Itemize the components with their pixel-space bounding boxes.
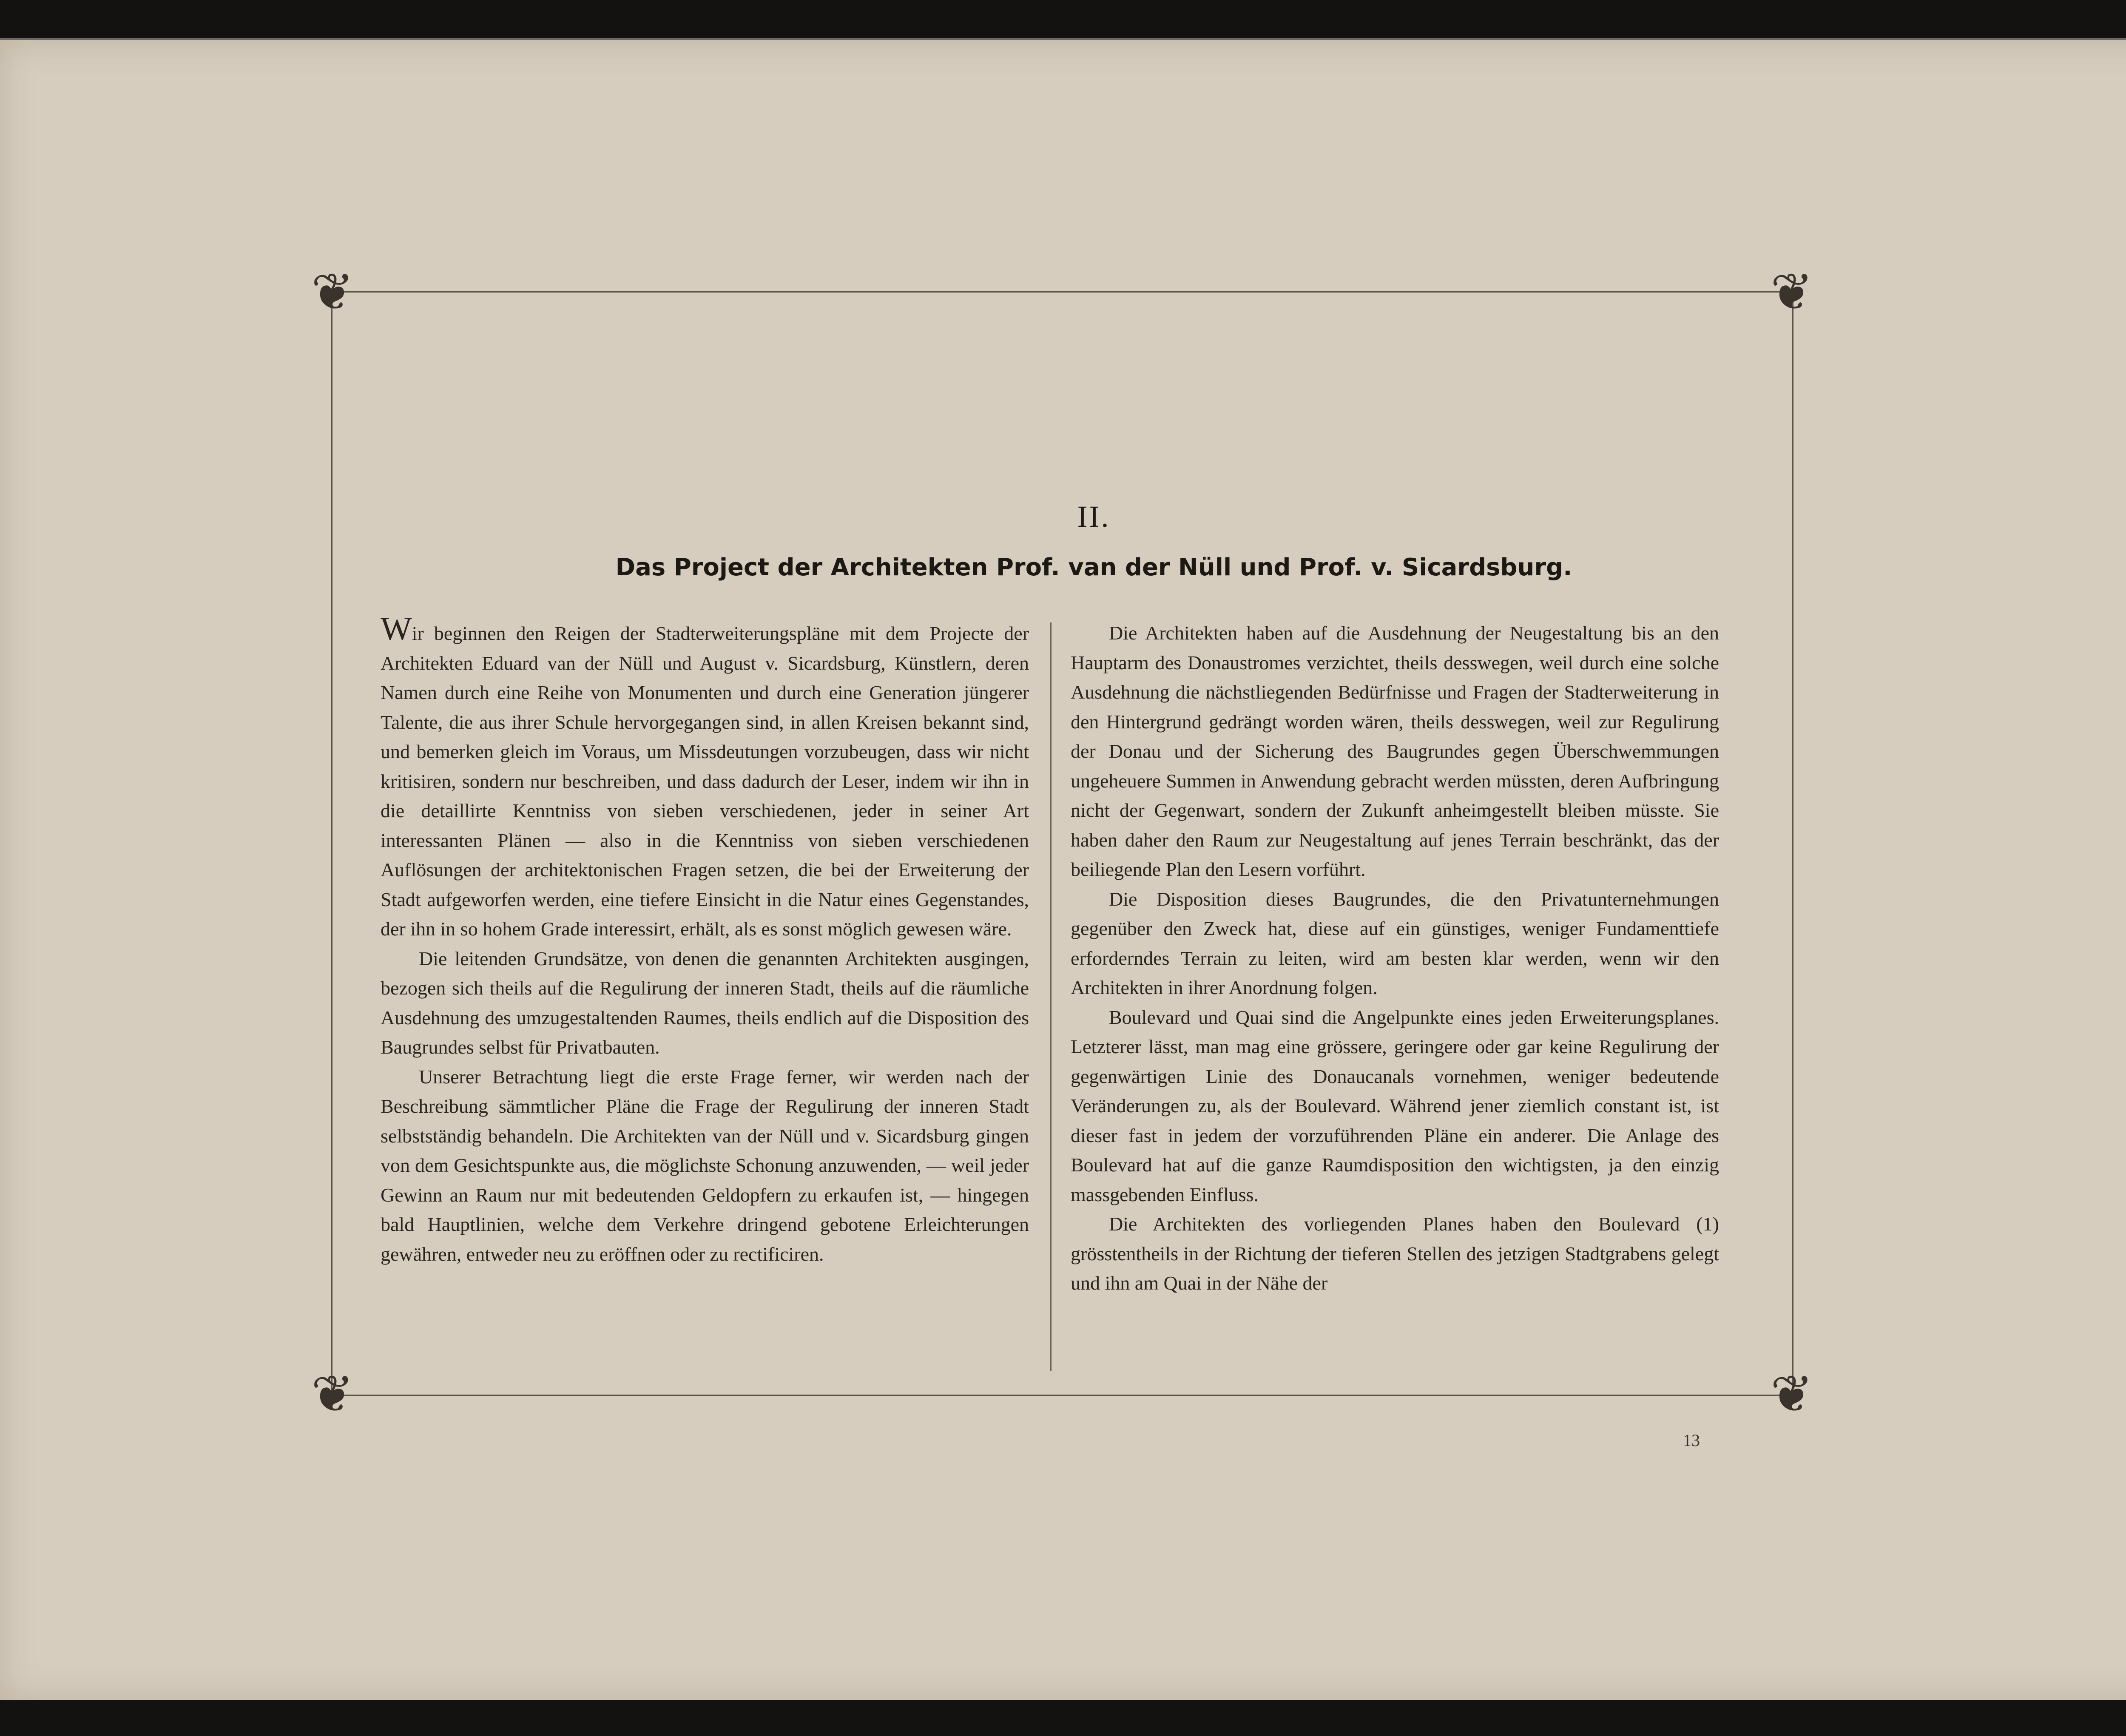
paragraph: Die leitenden Grundsätze, von denen die genannten Architekten ausgingen, bezogen sich theils auf die Regulirung der inneren Stadt, theils auf die räumliche Ausdehnung des umzugestaltenden Raumes, theils endlich auf die Disposition des Baugrundes selbst für Privatbauten.: [381, 947, 1029, 1058]
paragraph: Die Disposition dieses Baugrundes, die den Privatunternehmungen gegenüber den Zweck hat, diese auf ein günstiges, weniger Fundamenttiefe erforderndes Terrain zu leiten, wird am besten klar werden, wenn wir den Architekten in ihrer Anordnung folgen.: [1071, 888, 1719, 998]
paragraph: Boulevard und Quai sind die Angelpunkte eines jeden Erweiterungsplanes. Letzterer lässt, man mag eine grössere, geringere oder gar keine Regulirung der gegenwärtigen Linie des Donaucanals vornehmen, weniger bedeutende Veränderungen zu, als der Boulevard. Während jener ziemlich constant ist, ist dieser fast in jedem der vorzuführenden Pläne ein anderer. Die Anlage des Boulevard hat auf die ganze Raumdisposition den wichtigsten, ja den einzig massgebenden Einfluss.: [1071, 1006, 1719, 1205]
right-column: [1071, 618, 1719, 1298]
drop-cap: W: [381, 610, 412, 647]
paragraph: Unserer Betrachtung liegt die erste Frage ferner, wir werden nach der Beschreibung sämmtlicher Pläne die Frage der Regulirung der inneren Stadt selbstständig behandeln. Die Architekten van der Nüll und v. Sicardsburg gingen von dem Gesichtspunkte aus, die möglichste Schonung anzuwenden, — weil jeder Gewinn an Raum nur mit bedeutenden Geldopfern zu erkaufen ist, — hingegen bald Hauptlinien, welche dem Verkehre dringend gebotene Erleichterungen gewähren, entweder neu zu eröffnen oder zu rectificiren.: [381, 1065, 1029, 1265]
chapter-title: Das Project der Architekten Prof. van der Nüll und Prof. v. Sicardsburg.: [615, 554, 1572, 581]
page-number: 13: [1683, 1431, 1700, 1450]
paragraph: Die Architekten des vorliegenden Planes haben den Boulevard (1) grösstentheils in der Richtung der tieferen Stellen des jetzigen Stadtgrabens gelegt und ihn am Quai in der Nähe der: [1071, 1213, 1719, 1294]
corner-ornament-icon: ❦: [1770, 263, 1813, 322]
paragraph-text: ir beginnen den Reigen der Stadterweiterungspläne mit dem Projecte der Architekten Eduard van der Nüll und August v. Sicardsburg, Künstlern, deren Namen durch eine Reihe von Monumenten und durch eine Generation jüngerer Talente, die aus ihrer Schule hervorgegangen sind, in allen Kreisen bekannt sind, und bemerken gleich im Voraus, um Missdeutungen vorzubeugen, dass wir nicht kritisiren, sondern nur beschreiben, und dass dadurch der Leser, indem wir ihn in die detaillirte Kenntniss von sieben verschiedenen, jeder in seiner Art interessanten Plänen — also in die Kenntniss von sieben verschiedenen Auflösungen der architektonischen Fragen setzen, die bei der Erweiterung der Stadt aufgeworfen werden, eine tiefere Einsicht in die Natur eines Gegenstandes, der ihn in so hohem Grade interessirt, erhält, als es sonst möglich gewesen wäre.: [381, 622, 1029, 940]
left-column: [381, 610, 1029, 1269]
chapter-number: II.: [1077, 500, 1111, 534]
corner-ornament-icon: ❦: [311, 1365, 354, 1424]
corner-ornament-icon: ❦: [1770, 1365, 1813, 1424]
book-page: [0, 38, 2126, 1700]
corner-ornament-icon: ❦: [311, 263, 354, 322]
column-divider: [1050, 622, 1052, 1371]
paragraph: Die Architekten haben auf die Ausdehnung der Neugestaltung bis an den Hauptarm des Donaustromes verzichtet, theils desswegen, weil durch eine solche Ausdehnung die nächstliegenden Bedürfnisse und Fragen der Stadterweiterung in den Hintergrund gedrängt worden wären, theils desswegen, weil zur Regulirung der Donau und der Sicherung des Baugrundes gegen Überschwemmungen ungeheuere Summen in Anwendung gebracht werden müssten, deren Aufbringung nicht der Gegenwart, sondern der Zukunft anheimgestellt bleiben müsste. Sie haben daher den Raum zur Neugestaltung auf jenes Terrain beschränkt, das der beiliegende Plan den Lesern vorführt.: [1071, 622, 1719, 880]
paragraph: [381, 610, 1029, 944]
